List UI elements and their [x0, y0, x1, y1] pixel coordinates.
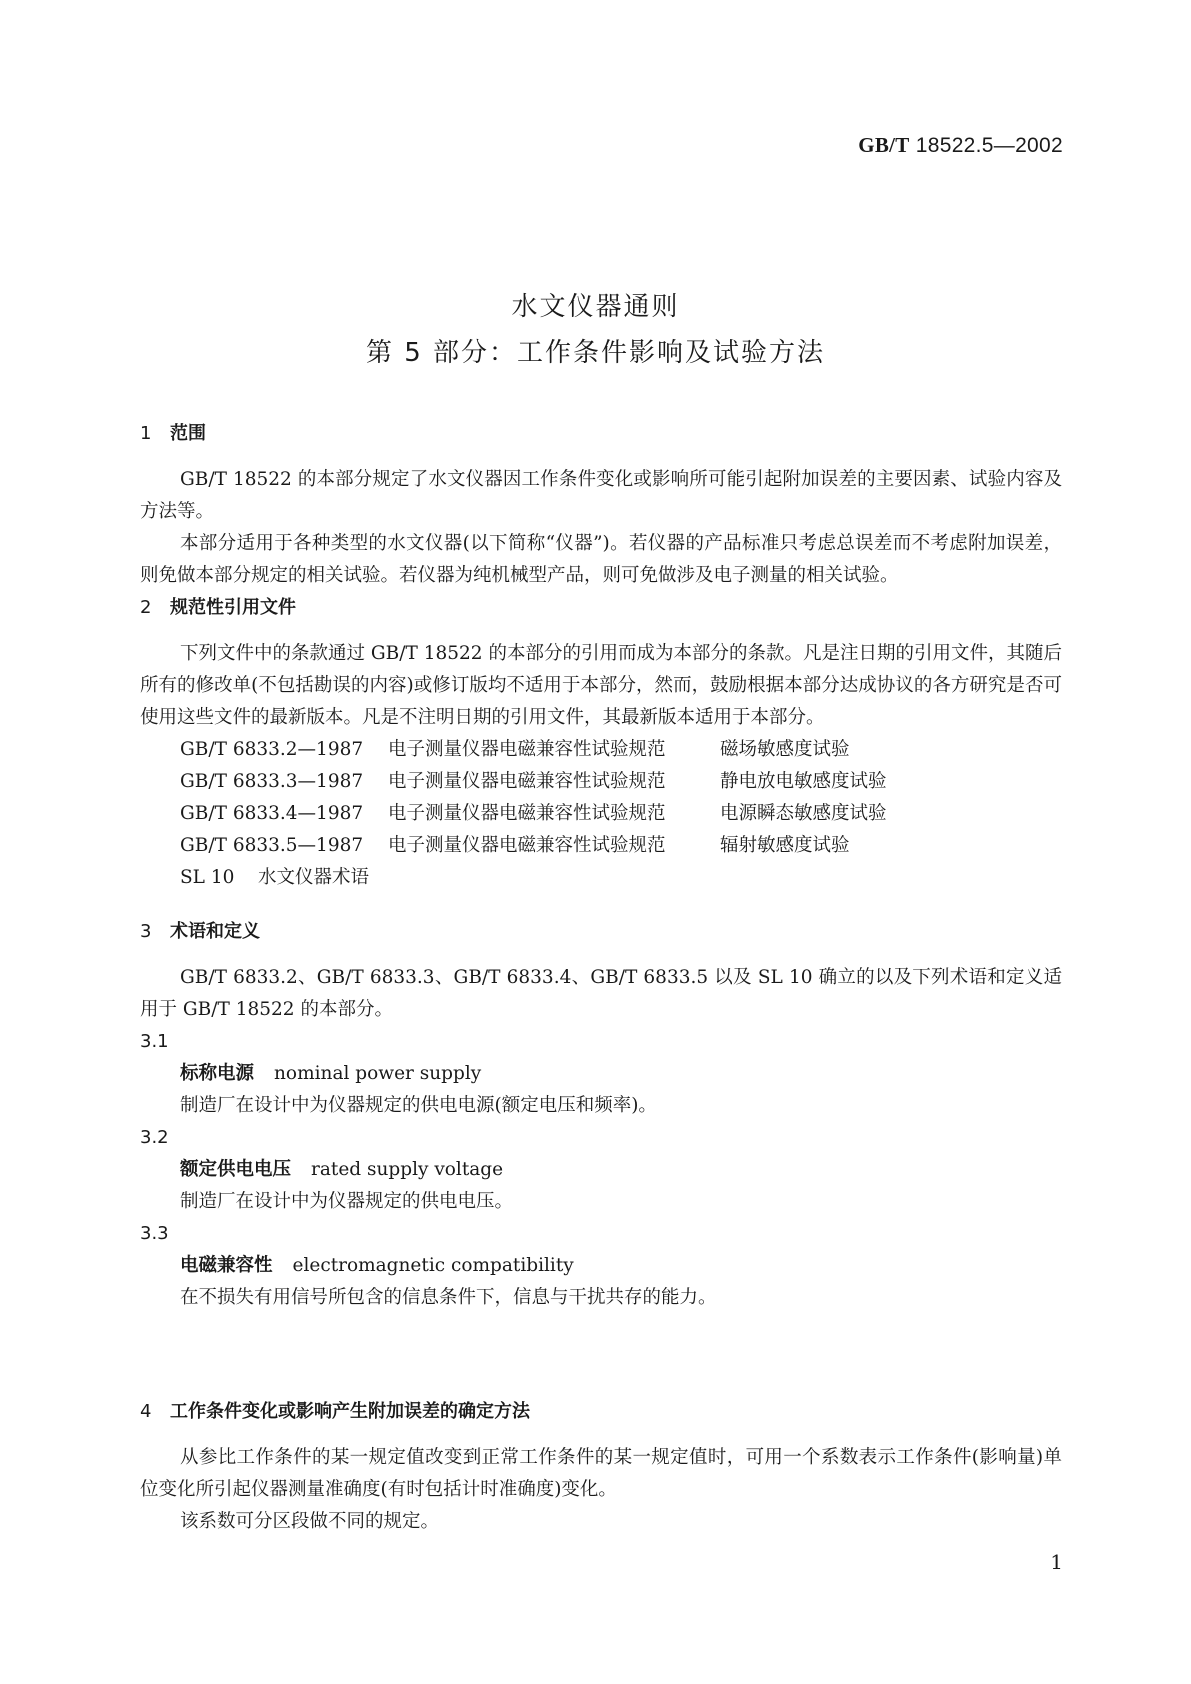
reference-item [140, 798, 1062, 830]
term-cn: 电磁兼容性 [180, 1255, 273, 1276]
reference-code: GB/T 6833.3—1987 [180, 771, 364, 792]
paragraph: GB/T 6833.2、GB/T 6833.3、GB/T 6833.4、GB/T 6833.5 以及 SL 10 确立的以及下列术语和定义适用于 GB/T 18522 的本部分。 [140, 967, 1062, 1020]
reference-item [140, 830, 1062, 862]
term-number: 3.2 [140, 1127, 169, 1148]
paragraph: 本部分适用于各种类型的水文仪器(以下简称“仪器”)。若仪器的产品标准只考虑总误差而不考虑附加误差，则免做本部分规定的相关试验。若仪器为纯机械型产品，则可免做涉及电子测量的相关试验。 [140, 533, 1062, 586]
section-number: 1 [140, 423, 152, 444]
reference-subtitle: 电源瞬态敏感度试验 [720, 803, 887, 824]
reference-code: SL 10 [180, 867, 235, 888]
term-en: electromagnetic compatibility [292, 1255, 574, 1276]
reference-subtitle: 辐射敏感度试验 [720, 835, 850, 856]
reference-item [140, 734, 1062, 766]
section-title: 术语和定义 [170, 921, 260, 942]
paragraph: GB/T 18522 的本部分规定了水文仪器因工作条件变化或影响所可能引起附加误差的主要因素、试验内容及方法等。 [140, 469, 1062, 522]
section-title: 规范性引用文件 [170, 597, 296, 618]
term-en: rated supply voltage [311, 1159, 504, 1180]
section-3 [140, 918, 1062, 1314]
term-cn: 标称电源 [180, 1063, 255, 1084]
term-definition: 制造厂在设计中为仪器规定的供电电源(额定电压和频率)。 [180, 1095, 657, 1116]
standard-code-prefix: GB/T [858, 133, 910, 157]
term-number: 3.3 [140, 1223, 169, 1244]
reference-title: 电子测量仪器电磁兼容性试验规范 [388, 739, 666, 760]
section-4 [140, 1398, 1062, 1538]
reference-code: GB/T 6833.4—1987 [180, 803, 364, 824]
term-definition: 在不损失有用信号所包含的信息条件下，信息与干扰共存的能力。 [180, 1287, 717, 1308]
section-2-heading [140, 594, 1062, 622]
section-2 [140, 594, 1062, 894]
section-3-heading [140, 918, 1062, 946]
page-number: 1 [1050, 1550, 1063, 1574]
paragraph: 从参比工作条件的某一规定值改变到正常工作条件的某一规定值时，可用一个系数表示工作条件(影响量)单位变化所引起仪器测量准确度(有时包括计时准确度)变化。 [140, 1447, 1062, 1500]
term-entry [140, 1250, 1062, 1282]
term-entry [140, 1058, 1062, 1090]
section-number: 4 [140, 1401, 152, 1422]
reference-title: 电子测量仪器电磁兼容性试验规范 [388, 771, 666, 792]
paragraph: 该系数可分区段做不同的规定。 [180, 1511, 440, 1532]
standard-code [858, 133, 1063, 158]
reference-title: 水文仪器术语 [258, 867, 370, 888]
reference-title: 电子测量仪器电磁兼容性试验规范 [388, 835, 666, 856]
term-entry [140, 1154, 1062, 1186]
reference-item [140, 766, 1062, 798]
standard-code-number: 18522.5—2002 [915, 134, 1063, 157]
reference-subtitle: 静电放电敏感度试验 [720, 771, 887, 792]
term-cn: 额定供电电压 [180, 1159, 292, 1180]
section-number: 3 [140, 921, 152, 942]
paragraph: 下列文件中的条款通过 GB/T 18522 的本部分的引用而成为本部分的条款。凡是注日期的引用文件，其随后所有的修改单(不包括勘误的内容)或修订版均不适用于本部分，然而，鼓励根据本部分达成协议的各方研究是否可使用这些文件的最新版本。凡是不注明日期的引用文件，其最新版本适用于本部分。 [140, 643, 1062, 728]
section-1-heading [140, 420, 1062, 448]
term-definition: 制造厂在设计中为仪器规定的供电电压。 [180, 1191, 514, 1212]
section-number: 2 [140, 597, 152, 618]
section-title: 范围 [170, 423, 206, 444]
section-title: 工作条件变化或影响产生附加误差的确定方法 [170, 1401, 530, 1422]
term-en: nominal power supply [274, 1063, 482, 1084]
document-subtitle: 第 5 部分：工作条件影响及试验方法 [365, 338, 826, 368]
reference-code: GB/T 6833.5—1987 [180, 835, 364, 856]
reference-code: GB/T 6833.2—1987 [180, 739, 364, 760]
reference-title: 电子测量仪器电磁兼容性试验规范 [388, 803, 666, 824]
term-number: 3.1 [140, 1031, 169, 1052]
section-4-heading [140, 1398, 1062, 1426]
reference-item [140, 862, 1062, 894]
section-1 [140, 420, 1062, 592]
reference-subtitle: 磁场敏感度试验 [720, 739, 850, 760]
document-title: 水文仪器通则 [511, 292, 680, 322]
